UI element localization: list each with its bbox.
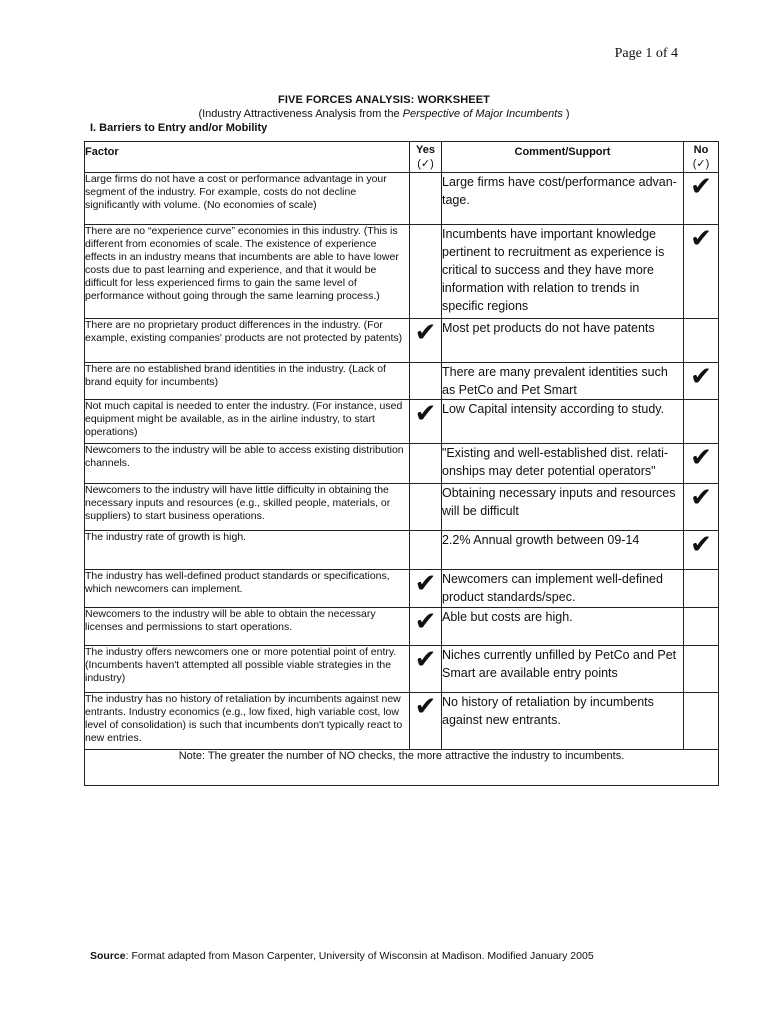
yes-cell	[410, 319, 442, 363]
checkmark-icon: ✔	[414, 568, 437, 598]
factor-cell: There are no proprietary product differences in the industry. (For example, existing companies' products are not protected by patents)	[85, 319, 410, 363]
table-row	[85, 444, 719, 484]
yes-cell	[410, 363, 442, 400]
yes-cell	[410, 570, 442, 608]
table-row	[85, 225, 719, 319]
no-cell	[684, 693, 719, 750]
source-line	[90, 950, 594, 962]
checkmark-icon: ✔	[414, 398, 437, 428]
no-cell	[684, 225, 719, 319]
header-no-check-icon: (✓)	[692, 158, 710, 170]
factor-cell: Newcomers to the industry will be able to access existing distribution channels.	[85, 444, 410, 484]
checkmark-icon: ✔	[414, 691, 437, 721]
table-note: Note: The greater the number of NO checks, the more attractive the industry to incumbents.	[85, 750, 719, 786]
factor-cell: Newcomers to the industry will be able to obtain the necessary licenses and permissions to start operations.	[85, 608, 410, 646]
yes-cell	[410, 400, 442, 444]
barriers-table	[84, 141, 719, 786]
comment-cell: Incumbents have important knowledge pertinent to recruitment as experience is critical to success and they have more information with relation to trends in specific regions	[442, 225, 684, 319]
factor-cell: The industry rate of growth is high.	[85, 531, 410, 570]
yes-cell	[410, 444, 442, 484]
checkmark-icon: ✔	[690, 482, 712, 512]
comment-cell: 2.2% Annual growth between 09-14	[442, 531, 684, 570]
no-cell	[684, 531, 719, 570]
worksheet-title: FIVE FORCES ANALYSIS: WORKSHEET	[278, 94, 490, 106]
no-cell	[684, 608, 719, 646]
no-cell	[684, 319, 719, 363]
table-row	[85, 693, 719, 750]
section-heading: I. Barriers to Entry and/or Mobility	[90, 122, 268, 134]
comment-cell: Newcomers can implement well-defined product standards/spec.	[442, 570, 684, 608]
checkmark-icon: ✔	[690, 529, 712, 559]
factor-cell: There are no “experience curve” economies in this industry. (This is different from economies of scale. The existence of experience effects in an industry means that incumbents are able to have lower costs due to past learning and experience, and that it would be difficult for less experienced firms to gain the same level of performance without going through the same learning process.)	[85, 225, 410, 319]
header-no-label: No	[693, 144, 709, 156]
comment-cell: Most pet products do not have patents	[442, 319, 684, 363]
header-yes	[410, 142, 442, 173]
page-number: Page 1 of 4	[614, 46, 678, 61]
header-no	[684, 142, 719, 173]
yes-cell	[410, 484, 442, 531]
checkmark-icon: ✔	[414, 644, 437, 674]
worksheet-subtitle	[0, 108, 768, 120]
no-cell	[684, 570, 719, 608]
subtitle-emphasis: Perspective of Major Incumbents	[402, 108, 563, 120]
no-cell	[684, 173, 719, 225]
source-text: : Format adapted from Mason Carpenter, University of Wisconsin at Madison. Modified January 2005	[125, 950, 594, 962]
factor-cell: The industry offers newcomers one or more potential point of entry. (Incumbents haven't attempted all possible viable strategies in the industry)	[85, 646, 410, 693]
factor-cell: The industry has well-defined product standards or specifications, which newcomers can implement.	[85, 570, 410, 608]
yes-cell	[410, 608, 442, 646]
factor-cell: Not much capital is needed to enter the industry. (For instance, used equipment might be available, as in the airline industry, to start operations)	[85, 400, 410, 444]
header-factor	[85, 142, 410, 173]
table-header-row	[85, 142, 719, 173]
note-row	[85, 750, 719, 786]
yes-cell	[410, 693, 442, 750]
yes-cell	[410, 646, 442, 693]
header-comment-label: Comment/Support	[514, 146, 611, 158]
table-row	[85, 400, 719, 444]
checkmark-icon: ✔	[414, 606, 437, 636]
factor-cell: Newcomers to the industry will have little difficulty in obtaining the necessary inputs and resources (e.g., skilled people, materials, or suppliers) to start business operations.	[85, 484, 410, 531]
factor-cell: There are no established brand identities in the industry. (Lack of brand equity for incumbents)	[85, 363, 410, 400]
comment-cell: There are many prevalent identities such as PetCo and Pet Smart	[442, 363, 684, 400]
no-cell	[684, 363, 719, 400]
checkmark-icon: ✔	[690, 171, 712, 201]
table-row	[85, 531, 719, 570]
comment-cell: Large firms have cost/performance advan- tage.	[442, 173, 684, 225]
yes-cell	[410, 173, 442, 225]
header-yes-label: Yes	[416, 144, 435, 156]
table-body	[85, 173, 719, 750]
no-cell	[684, 484, 719, 531]
table-row	[85, 484, 719, 531]
checkmark-icon: ✔	[690, 361, 712, 391]
source-label: Source	[90, 950, 126, 962]
header-comment	[442, 142, 684, 173]
table-row	[85, 570, 719, 608]
yes-cell	[410, 225, 442, 319]
comment-cell: Able but costs are high.	[442, 608, 684, 646]
header-yes-check-icon: (✓)	[417, 158, 434, 170]
yes-cell	[410, 531, 442, 570]
factor-cell: Large firms do not have a cost or performance advantage in your segment of the industry. For example, costs do not decline significantly with volume. (No economies of scale)	[85, 173, 410, 225]
table-row	[85, 646, 719, 693]
comment-cell: "Existing and well-established dist. relati- onships may deter potential operators"	[442, 444, 684, 484]
comment-cell: Low Capital intensity according to study.	[442, 400, 684, 444]
no-cell	[684, 444, 719, 484]
comment-cell: Niches currently unfilled by PetCo and Pet Smart are available entry points	[442, 646, 684, 693]
table-row	[85, 363, 719, 400]
table-row	[85, 173, 719, 225]
subtitle-suffix: )	[562, 108, 570, 120]
checkmark-icon: ✔	[414, 317, 437, 347]
header-factor-label: Factor	[85, 146, 119, 158]
table-row	[85, 319, 719, 363]
no-cell	[684, 646, 719, 693]
checkmark-icon: ✔	[690, 442, 712, 472]
comment-cell: Obtaining necessary inputs and resources will be difficult	[442, 484, 684, 531]
comment-cell: No history of retaliation by incumbents against new entrants.	[442, 693, 684, 750]
checkmark-icon: ✔	[690, 223, 712, 253]
subtitle-prefix: (Industry Attractiveness Analysis from the	[198, 108, 403, 120]
factor-cell: The industry has no history of retaliation by incumbents against new entrants. Industry economics (e.g., low fixed, high variable cost, low level of consolidation) is such that incumbents don't typically react to new entries.	[85, 693, 410, 750]
table-row	[85, 608, 719, 646]
no-cell	[684, 400, 719, 444]
